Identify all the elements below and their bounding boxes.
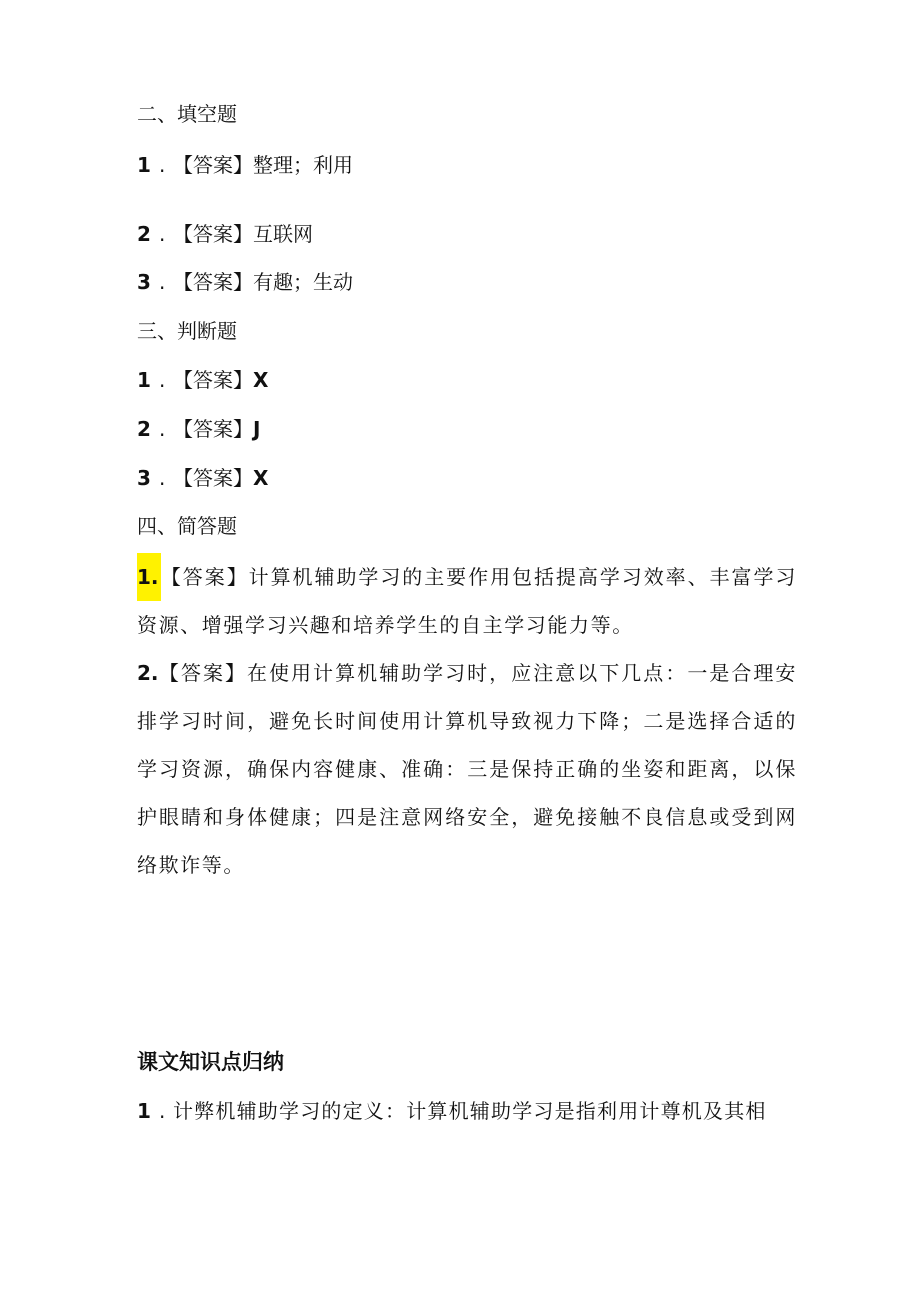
answer-text: 整理；利用 <box>253 153 353 177</box>
answer-text: X <box>253 466 269 490</box>
item-number: 3 <box>137 270 151 294</box>
item-dot: . <box>159 368 166 392</box>
answer-text: 计算机辅助学习的主要作用包括提高学习效率、丰富学习资源、增强学习兴趣和培养学生的自主学习能力等。 <box>137 565 797 637</box>
item-number: 2 <box>137 417 151 441</box>
answer-text: X <box>253 368 269 392</box>
judge-item-2 <box>137 417 260 441</box>
answer-tag: 【答案】 <box>173 270 253 294</box>
item-dot: . <box>159 153 166 177</box>
item-dot: . <box>159 1099 167 1123</box>
knowledge-item-1 <box>137 1099 767 1123</box>
judge-item-3 <box>137 466 268 490</box>
item-number-highlighted: 1. <box>137 553 161 601</box>
fill-blank-item-2 <box>137 222 313 246</box>
item-number: 3 <box>137 466 151 490</box>
short-answer-item-1 <box>137 553 797 649</box>
item-number: 1 <box>137 368 151 392</box>
section-title-knowledge: 课文知识点归纳 <box>137 1050 284 1074</box>
item-dot: . <box>159 466 166 490</box>
answer-text: 有趣；生动 <box>253 270 353 294</box>
fill-blank-item-1 <box>137 153 353 177</box>
fill-blank-item-3 <box>137 270 353 294</box>
answer-tag: 【答案】 <box>173 153 253 177</box>
item-number: 1 <box>137 153 151 177</box>
section-title-fill-blank: 二、填空题 <box>137 102 237 126</box>
item-number: 2. <box>137 661 159 685</box>
item-dot: . <box>159 417 166 441</box>
answer-tag: 【答案】 <box>173 368 253 392</box>
answer-text: 在使用计算机辅助学习时，应注意以下几点：一是合理安排学习时间，避免长时间使用计算机导致视力下降；二是选择合适的学习资源，确保内容健康、准确：三是保持正确的坐姿和距离，以保护眼睛和身体健康；四是注意网络安全，避免接触不良信息或受到网络欺诈等。 <box>137 661 797 877</box>
item-number: 2 <box>137 222 151 246</box>
item-dot: . <box>159 270 166 294</box>
section-title-judge: 三、判断题 <box>137 319 237 343</box>
answer-tag: 【答案】 <box>173 466 253 490</box>
answer-text: J <box>253 417 261 441</box>
knowledge-text: 计弊机辅助学习的定义：计算机辅助学习是指利用计尊机及其相 <box>173 1099 767 1123</box>
answer-text: 互联网 <box>253 222 313 246</box>
judge-item-1 <box>137 368 268 392</box>
item-dot: . <box>159 222 166 246</box>
item-number: 1 <box>137 1099 153 1123</box>
answer-tag: 【答案】 <box>173 417 253 441</box>
answer-tag: 【答案】 <box>160 565 249 589</box>
section-title-short-answer: 四、简答题 <box>137 514 237 538</box>
answer-tag: 【答案】 <box>158 661 247 685</box>
short-answer-item-2 <box>137 649 797 889</box>
answer-tag: 【答案】 <box>173 222 253 246</box>
